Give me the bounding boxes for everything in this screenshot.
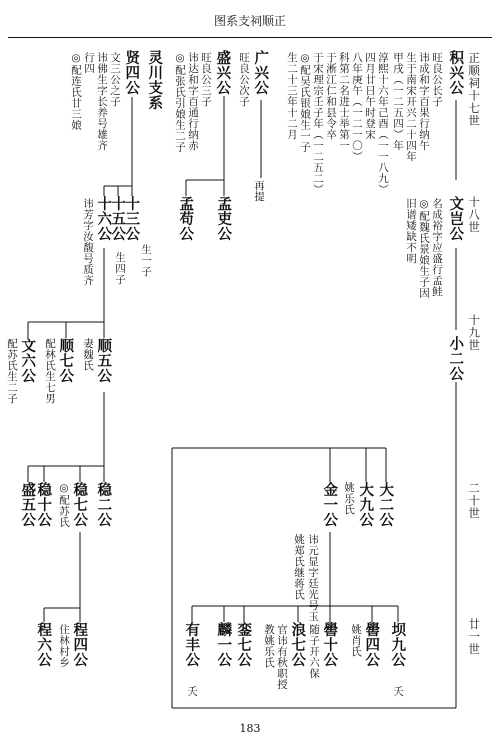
person-xiaoer: 小二公 <box>447 336 465 381</box>
dajiu-note: 姚乐氏 <box>343 482 356 515</box>
person-linyi: 麟一公 <box>215 622 233 667</box>
lingchuan-branch-label: 灵川支系 <box>146 50 164 110</box>
shisan-note: 生一子 <box>140 244 153 277</box>
person-wenyan: 文岂公 <box>447 196 465 241</box>
person-xiansi: 贤四公 <box>123 50 141 95</box>
yushi-note: 随子开六保 <box>308 624 321 679</box>
page-header-title: 图系支祠顺正 <box>213 14 286 28</box>
person-shiliu: 十六公 <box>95 196 113 241</box>
person-yushi: 嚳十公 <box>321 622 339 667</box>
person-shengwu: 盛五公 <box>19 482 37 527</box>
jixing-note-4: 甲戌（一二五四）年 <box>392 52 405 151</box>
generation-label-19: 十九世 <box>467 314 482 352</box>
jixing-note-3: 生于南宋开兴二十四年 <box>405 52 418 162</box>
guangxing-extra-note: 再提 <box>253 180 266 202</box>
wenyan-note-3: 旧谱矮缺不明 <box>405 198 418 264</box>
shiwu-note: 生四子 <box>114 252 127 285</box>
wenyan-note-1: 名成裕字应盛行孟鲑 <box>431 198 444 297</box>
shiliu-note: 讳芳字汝馥号质齐 <box>82 198 95 286</box>
person-shunqi: 顺七公 <box>57 338 75 383</box>
person-daer: 大二公 <box>377 482 395 527</box>
yusi-note: 姚肖氏 <box>350 624 363 657</box>
person-dajiu: 大九公 <box>357 482 375 527</box>
shunwu-note: 妻魏氏 <box>82 338 95 371</box>
xiansi-note-1: 文三公之子 <box>109 52 122 107</box>
shengxing-note-2: 讳达和字百通行纳赤 <box>187 52 200 151</box>
kunjiu-note: 夭 <box>392 686 405 697</box>
person-wenliu: 文六公 <box>19 338 37 383</box>
wenliu-note: 配苏氏生二子 <box>6 338 19 404</box>
jixing-note-9: 于淅江仁和县令卒 <box>325 52 338 140</box>
guangxing-note: 旺良公次子 <box>238 52 251 107</box>
langqi-note-1: 官讳有秋职授 <box>276 624 289 690</box>
youfeng-note: 夭 <box>186 686 199 697</box>
xiansi-note-2: 讳佛生字长养号雄齐 <box>96 52 109 151</box>
jixing-note-8: 科第二名进士举第一 <box>338 52 351 151</box>
person-wener: 稳二公 <box>95 482 113 527</box>
shengxing-note-1: 旺良公三子 <box>200 52 213 107</box>
person-wenshi: 稳十公 <box>35 482 53 527</box>
chengsi-note: 住林村乡 <box>58 624 71 668</box>
person-youfeng: 有丰公 <box>183 622 201 667</box>
person-menggou: 孟苟公 <box>177 196 195 241</box>
person-guangxing: 广兴公 <box>252 50 270 95</box>
generation-label-21: 廿一世 <box>467 618 482 656</box>
jixing-note-6: 四月廿日午时登宋 <box>364 52 377 140</box>
person-mengxiao: 孟吏公 <box>215 196 233 241</box>
generation-label-20: 二十世 <box>467 482 482 520</box>
xiansi-note-3: 行四 <box>83 52 96 74</box>
page-number: 183 <box>239 722 261 735</box>
person-jinyi: 金一公 <box>321 482 339 527</box>
person-shisan: 十三公 <box>123 196 141 241</box>
shunqi-note: 配林氏生七男 <box>44 338 57 404</box>
person-yusi: 嚳四公 <box>363 622 381 667</box>
jixing-note-7: 八年庚午（一二一〇） <box>351 52 364 162</box>
person-kunjiu: 坝九公 <box>389 622 407 667</box>
wenyan-note-2: ◎配魏氏景娘生子因 <box>418 198 431 299</box>
person-jixing: 积兴公 <box>447 50 465 95</box>
langqi-note-2: 教姚乐氏 <box>263 624 276 668</box>
shengxing-note-3: ◎配张氏引娘生二子 <box>174 52 187 153</box>
person-langqi: 浪七公 <box>289 622 307 667</box>
person-chengliu: 程六公 <box>35 622 53 667</box>
jixing-note-12: 生二十三年十二月 <box>286 52 299 140</box>
person-shengxing: 盛兴公 <box>214 50 232 95</box>
jixing-note-10: 于宋理宗壬子年（一二五二） <box>312 52 325 195</box>
person-shiwu: 十五公 <box>109 196 127 241</box>
wenqi-note: ◎配苏氏 <box>58 482 71 528</box>
jixing-note-1: 旺良公长子 <box>431 52 444 107</box>
person-wenqi: 稳七公 <box>71 482 89 527</box>
person-luanqi: 銮七公 <box>235 622 253 667</box>
jinyi-note-1: 讳元显字廷光号玉 <box>307 534 320 622</box>
jinyi-note-2: 姚郑氏继蒋氏 <box>293 534 306 600</box>
generation-label-17: 正顺祠十七世 <box>467 52 482 127</box>
jixing-note-2: 讳成和字百果行纳午 <box>418 52 431 151</box>
person-chengsi: 程四公 <box>71 622 89 667</box>
jixing-note-11: ◎配吴氏银娘生一子 <box>299 52 312 153</box>
generation-label-18: 十八世 <box>467 196 482 234</box>
xiansi-note-4: ◎配连氏廿三娘 <box>70 52 83 131</box>
person-shunwu: 顺五公 <box>95 338 113 383</box>
jixing-note-5: 淳熙十六年己酉（一一八九） <box>377 52 390 195</box>
